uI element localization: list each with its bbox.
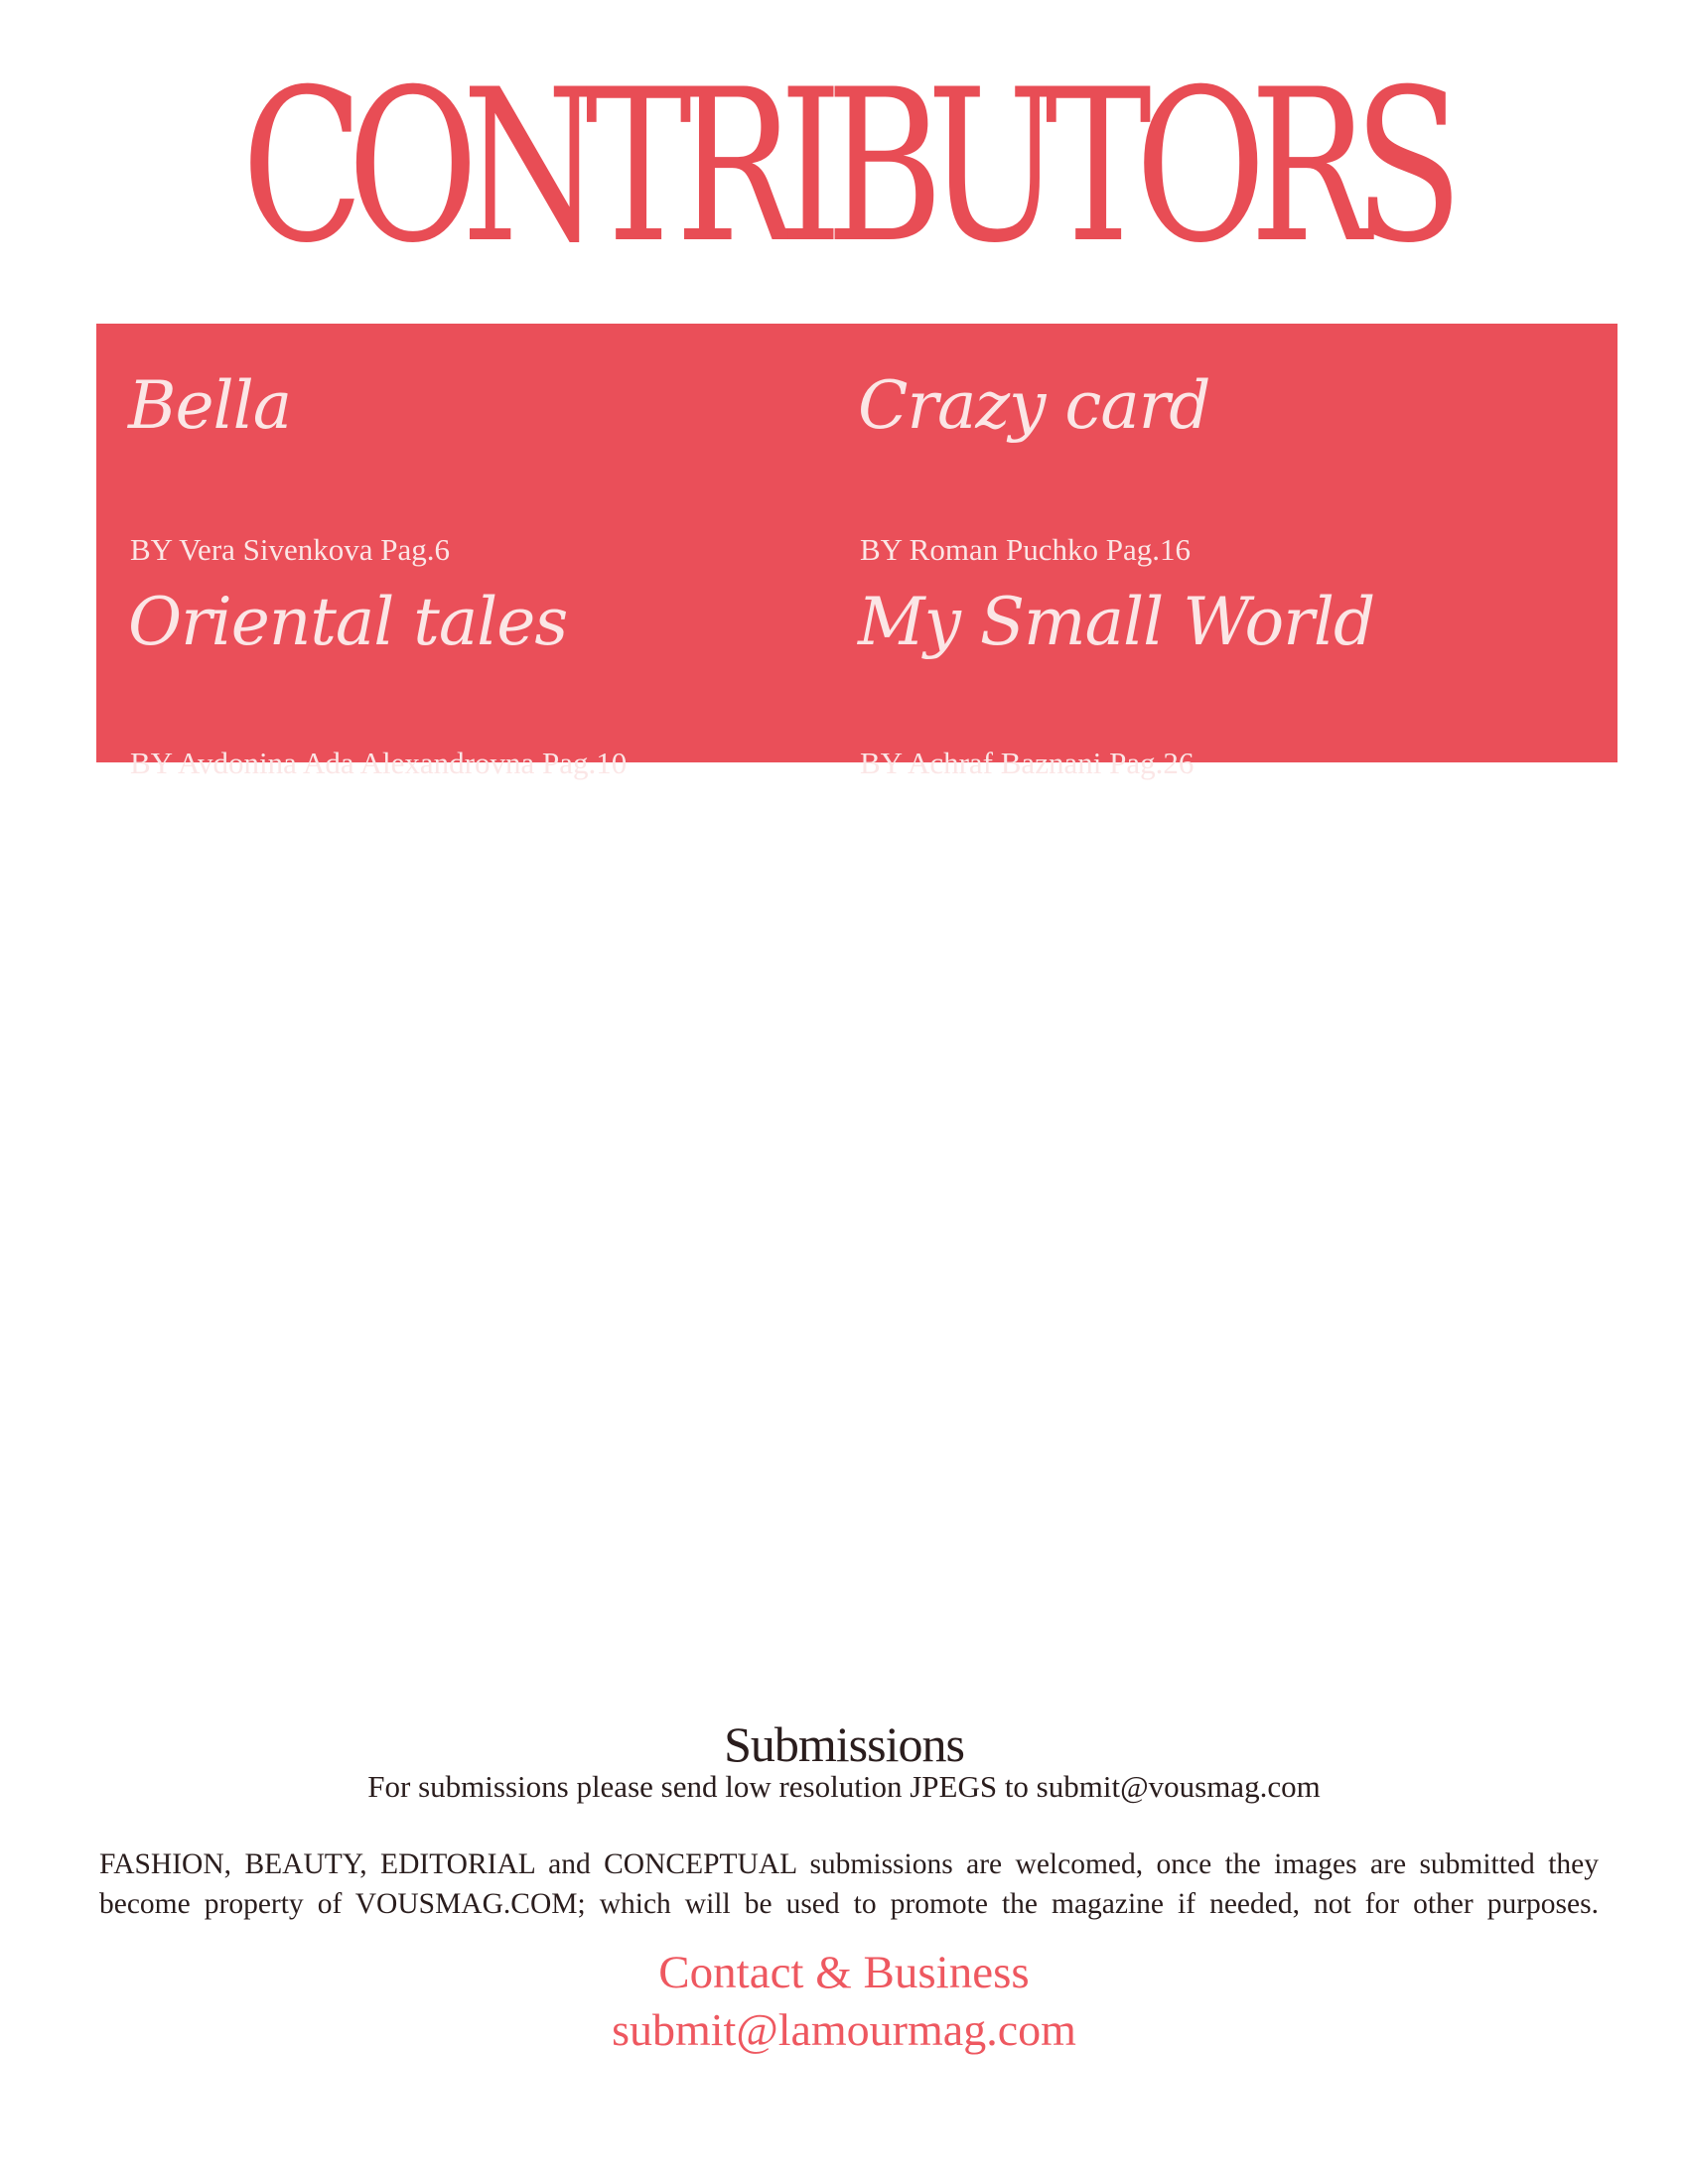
contributor-title: Bella [128,367,292,444]
page-title: CONTRIBUTORS [241,44,1447,289]
contributor-title: Crazy card [858,367,1210,444]
contributor-entry-my-small-world [858,584,1375,780]
contributor-byline: BY Achraf Baznani Pag.26 [860,746,1195,780]
contributor-entry-oriental-tales [128,584,628,780]
submissions-terms: FASHION, BEAUTY, EDITORIAL and CONCEPTUAL submissions are welcomed, once the images are submitted they become property of VOUSMAG.COM; which will be used to promote the magazine if needed, not for other purposes. [99,1848,1599,1920]
contributors-panel [96,324,1618,780]
submissions-heading: Submissions [724,1716,964,1772]
contact-heading: Contact & Business [658,1947,1030,1998]
contributor-entry-crazy-card [858,367,1210,567]
contributor-title: Oriental tales [128,584,568,660]
contributor-title: My Small World [858,584,1375,660]
contributor-entry-bella [128,367,451,567]
contributor-byline: BY Vera Sivenkova Pag.6 [130,532,451,567]
submissions-instructions: For submissions please send low resolution JPEGS to submit@vousmag.com [367,1769,1321,1804]
contributor-byline: BY Roman Puchko Pag.16 [860,532,1191,567]
contact-email-link[interactable]: submit@lamourmag.com [612,2004,1076,2055]
contributor-byline: BY Avdonina Ada Alexandrovna Pag.10 [130,746,628,780]
